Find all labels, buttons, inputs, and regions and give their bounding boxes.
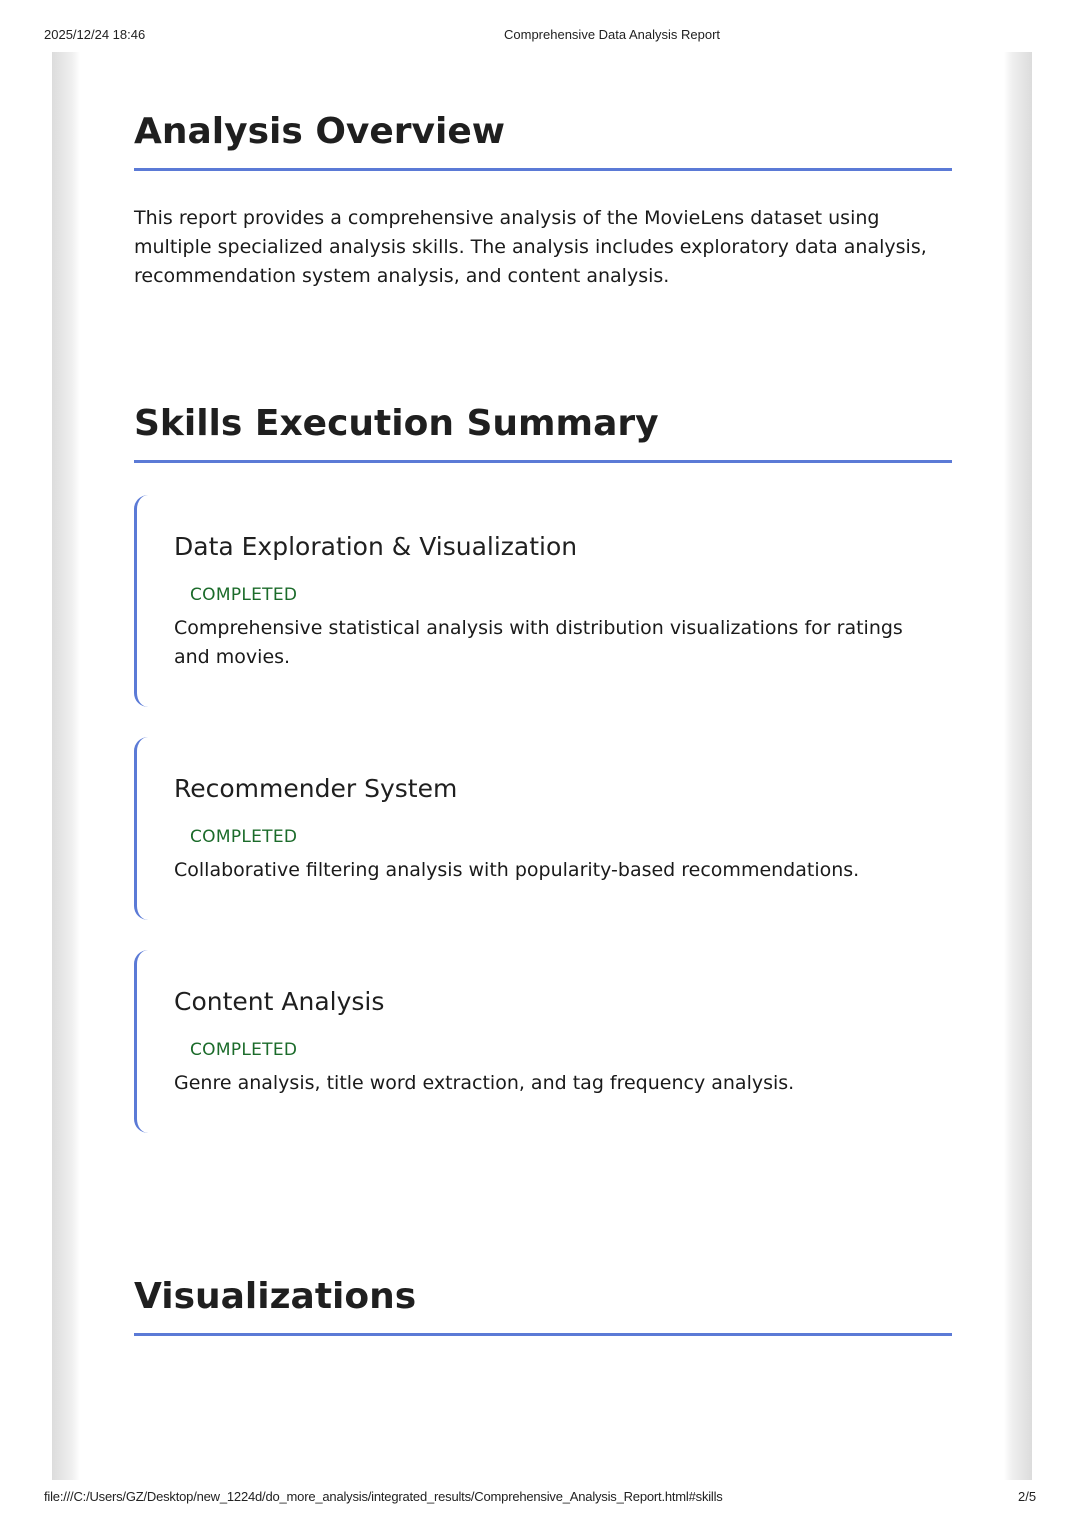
skill-card [134, 495, 924, 707]
print-header [0, 27, 1080, 47]
status-badge: COMPLETED [190, 827, 298, 847]
status-badge: COMPLETED [190, 1040, 298, 1060]
skill-description: Collaborative filtering analysis with popularity-based recommendations. [174, 859, 860, 881]
overview-text: This report provides a comprehensive analysis of the MovieLens dataset using multiple specialized analysis skills. The analysis includes exploratory data analysis, recommendation system analysis, and content analysis. [134, 207, 927, 287]
skills-heading: Skills Execution Summary [134, 402, 952, 463]
print-footer [0, 1489, 1080, 1509]
print-title: Comprehensive Data Analysis Report [504, 27, 721, 42]
skill-description: Comprehensive statistical analysis with distribution visualizations for ratings and movies. [174, 617, 903, 668]
visualizations-heading: Visualizations [134, 1275, 952, 1336]
skill-name: Content Analysis [174, 987, 385, 1016]
page-number: 2/5 [1018, 1489, 1037, 1504]
page-shadow-left [52, 52, 80, 1480]
overview-heading: Analysis Overview [134, 110, 952, 171]
print-date: 2025/12/24 18:46 [44, 27, 146, 42]
page-shadow-right [1004, 52, 1032, 1480]
skill-card [134, 737, 924, 920]
footer-url: file:///C:/Users/GZ/Desktop/new_1224d/do_more_analysis/integrated_results/Comprehensive_Analysis_Report.html#skills [44, 1489, 723, 1504]
skill-name: Recommender System [174, 774, 458, 803]
skill-description: Genre analysis, title word extraction, and tag frequency analysis. [174, 1072, 795, 1094]
status-badge: COMPLETED [190, 585, 298, 605]
skill-card [134, 950, 924, 1133]
skill-name: Data Exploration & Visualization [174, 532, 578, 561]
